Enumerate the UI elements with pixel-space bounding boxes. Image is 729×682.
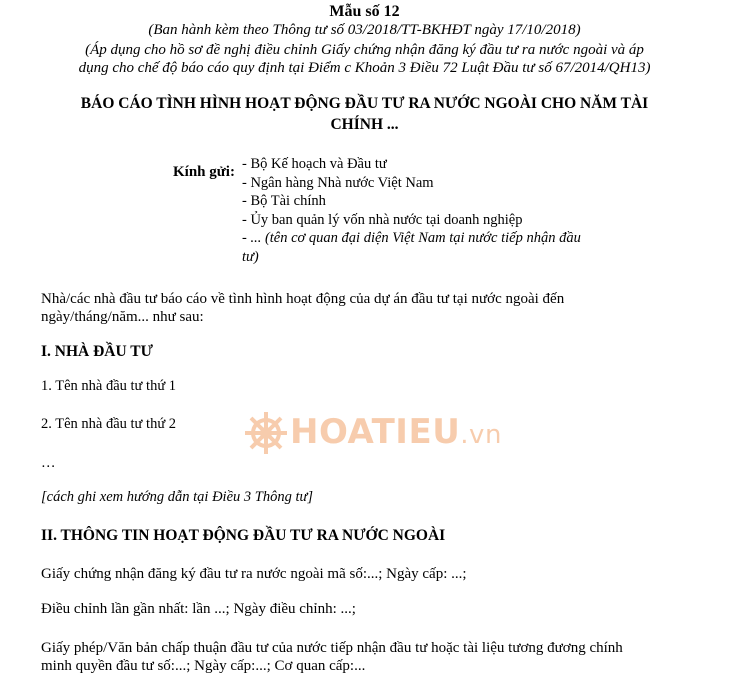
issued-note: (Ban hành kèm theo Thông tư số 03/2018/TT-BKHĐT ngày 17/10/2018): [148, 22, 581, 38]
investor-1-line: 1. Tên nhà đầu tư thứ 1: [41, 378, 177, 394]
hoatieu-watermark: [243, 408, 503, 458]
recipients-label: Kính gửi:: [173, 164, 235, 180]
recipient-item: - Bộ Tài chính: [242, 193, 326, 209]
investor-ellipsis: …: [41, 455, 56, 471]
watermark-suffix: .vn: [460, 420, 502, 450]
report-title-line-2: CHÍNH ...: [330, 116, 399, 133]
license-line-1: Giấy phép/Văn bản chấp thuận đầu tư của nước tiếp nhận đầu tư hoặc tài liệu tương đương chính: [41, 640, 623, 656]
license-paragraph: [41, 639, 681, 675]
license-line-2: minh quyền đầu tư số:...; Ngày cấp:...; Cơ quan cấp:...: [41, 658, 366, 674]
form-number: Mẫu số 12: [329, 3, 400, 20]
recipient-item-embassy-line-1: - ... (tên cơ quan đại diện Việt Nam tại nước tiếp nhận đầu: [242, 230, 581, 246]
recipient-item-embassy-line-2: tư): [242, 248, 259, 265]
recipient-item: - Ngân hàng Nhà nước Việt Nam: [242, 174, 434, 191]
guide-note: [cách ghi xem hướng dẫn tại Điều 3 Thông tư]: [41, 489, 314, 505]
certificate-line: Giấy chứng nhận đăng ký đầu tư ra nước ngoài mã số:...; Ngày cấp: ...;: [41, 566, 467, 582]
watermark-text: [290, 412, 502, 452]
adjustment-line: Điều chỉnh lần gần nhất: lần ...; Ngày điều chỉnh: ...;: [41, 601, 356, 617]
apply-note-line-1: (Áp dụng cho hồ sơ đề nghị điều chỉnh Giấy chứng nhận đăng ký đầu tư ra nước ngoài và áp: [85, 42, 644, 58]
intro-line-1: Nhà/các nhà đầu tư báo cáo về tình hình hoạt động của dự án đầu tư tại nước ngoài đến: [41, 291, 565, 307]
apply-note-line-2: dụng cho chế độ báo cáo quy định tại Điểm c Khoản 3 Điều 72 Luật Đầu tư số 67/2014/QH13): [78, 60, 651, 76]
report-title-line-1: BÁO CÁO TÌNH HÌNH HOẠT ĐỘNG ĐẦU TƯ RA NƯỚC NGOÀI CHO NĂM TÀI: [80, 95, 649, 112]
intro-line-2: ngày/tháng/năm... như sau:: [41, 309, 204, 325]
watermark-brand: HOATIEU: [290, 412, 461, 452]
investor-2-line: 2. Tên nhà đầu tư thứ 2: [41, 416, 177, 432]
recipient-item: - Ủy ban quản lý vốn nhà nước tại doanh nghiệp: [242, 211, 523, 228]
recipient-item: - Bộ Kế hoạch và Đầu tư: [242, 156, 387, 172]
section-2-heading: II. THÔNG TIN HOẠT ĐỘNG ĐẦU TƯ RA NƯỚC NGOÀI: [41, 527, 446, 544]
intro-paragraph: [41, 290, 681, 326]
recipients-list: [242, 155, 642, 266]
section-1-heading: I. NHÀ ĐẦU TƯ: [41, 343, 153, 360]
ship-wheel-icon: [243, 410, 289, 456]
